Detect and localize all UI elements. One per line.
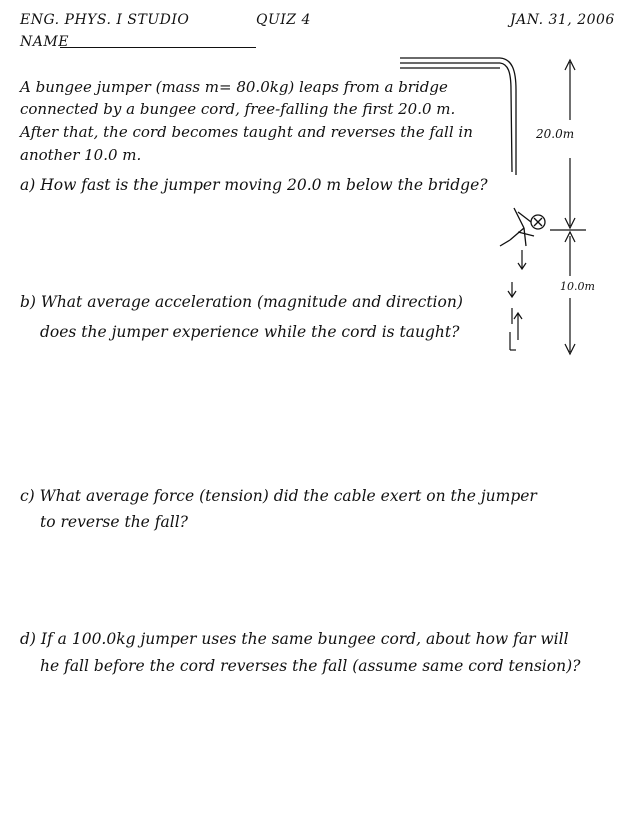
- bungee-cord: [511, 90, 516, 175]
- intro-line-3: After that, the cord becomes taught and reverses the fall in: [20, 123, 473, 141]
- question-b-line-2: does the jumper experience while the cord is taught?: [40, 323, 460, 341]
- name-label: NAME: [20, 34, 69, 50]
- bungee-diagram: [400, 50, 630, 370]
- intro-line-4: another 10.0 m.: [20, 146, 142, 164]
- upper-distance-label: 20.0m: [536, 127, 575, 141]
- bridge: [400, 58, 516, 90]
- jumper-figure: [500, 208, 545, 246]
- intro-line-2: connected by a bungee cord, free-falling the first 20.0 m.: [20, 100, 456, 118]
- name-blank-line[interactable]: [60, 47, 256, 48]
- course-title: ENG. PHYS. I STUDIO: [20, 12, 190, 28]
- motion-arrows: [508, 250, 526, 350]
- question-d-line-1: d) If a 100.0kg jumper uses the same bungee cord, about how far will: [20, 630, 569, 648]
- intro-line-1: A bungee jumper (mass m= 80.0kg) leaps from a bridge: [20, 78, 448, 96]
- question-b-line-1: b) What average acceleration (magnitude and direction): [20, 293, 463, 311]
- question-c-line-1: c) What average force (tension) did the cable exert on the jumper: [20, 487, 537, 505]
- quiz-title: QUIZ 4: [256, 12, 311, 28]
- quiz-date: JAN. 31, 2006: [510, 12, 615, 28]
- distance-markers: [550, 60, 586, 354]
- question-c-line-2: to reverse the fall?: [40, 513, 188, 531]
- lower-distance-label: 10.0m: [560, 280, 595, 293]
- question-a: a) How fast is the jumper moving 20.0 m below the bridge?: [20, 176, 488, 194]
- question-d-line-2: he fall before the cord reverses the fall (assume same cord tension)?: [40, 657, 581, 675]
